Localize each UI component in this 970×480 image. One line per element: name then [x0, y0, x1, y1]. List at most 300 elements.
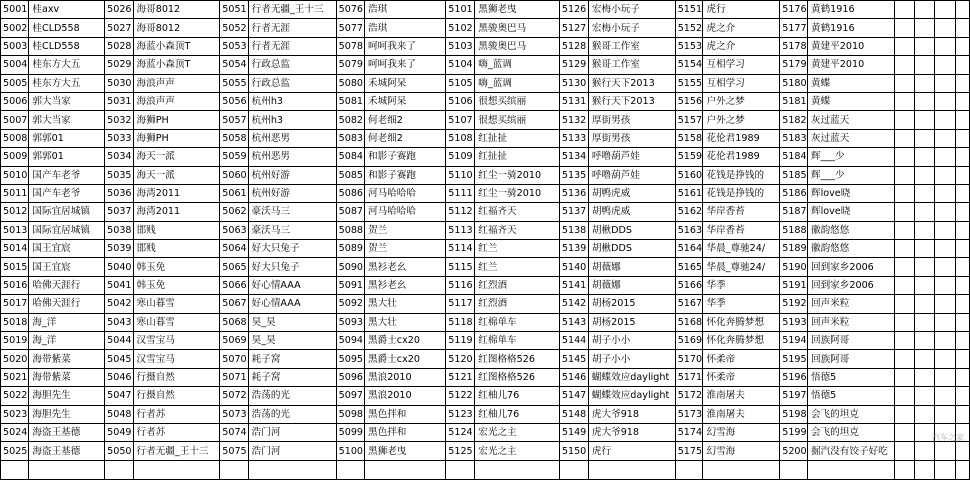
name-cell[interactable]: 蝴蝶效应daylight	[588, 387, 675, 405]
id-cell[interactable]: 5054	[220, 56, 248, 74]
empty-cell[interactable]	[935, 313, 955, 331]
name-cell[interactable]: 行者无涯	[248, 37, 336, 55]
name-cell[interactable]: 好心情AAA	[248, 276, 336, 294]
name-cell[interactable]: 呼噜葫芦娃	[588, 166, 675, 184]
id-cell[interactable]: 5161	[675, 184, 703, 202]
id-cell[interactable]: 5105	[446, 74, 475, 92]
name-cell[interactable]: 海哥8012	[133, 19, 220, 37]
name-cell[interactable]: 互相学习	[703, 74, 780, 92]
id-cell[interactable]: 5007	[1, 111, 29, 129]
name-cell[interactable]: 厚街男孩	[588, 111, 675, 129]
id-cell[interactable]: 5144	[559, 332, 588, 350]
name-cell[interactable]: 辉___少	[808, 148, 895, 166]
id-cell[interactable]: 5146	[559, 368, 588, 386]
name-cell[interactable]: 黑爵士cx20	[365, 350, 446, 368]
name-cell[interactable]: 河马哈哈哈	[365, 203, 446, 221]
id-cell[interactable]: 5179	[780, 56, 808, 74]
name-cell[interactable]: 禾城阿呆	[365, 92, 446, 110]
empty-cell[interactable]	[955, 368, 969, 386]
id-cell[interactable]: 5175	[675, 442, 703, 460]
empty-cell[interactable]	[894, 203, 914, 221]
id-cell[interactable]: 5200	[780, 442, 808, 460]
id-cell[interactable]: 5149	[559, 423, 588, 441]
empty-cell[interactable]	[894, 92, 914, 110]
name-cell[interactable]: 很想买缤丽	[475, 92, 560, 110]
name-cell[interactable]: 红图格格526	[475, 350, 560, 368]
name-cell[interactable]: 杭州好游	[248, 166, 336, 184]
id-cell[interactable]: 5138	[559, 221, 588, 239]
id-cell[interactable]: 5041	[105, 276, 133, 294]
empty-cell[interactable]	[914, 240, 934, 258]
name-cell[interactable]: 杭州恶男	[248, 129, 336, 147]
id-cell[interactable]: 5034	[105, 148, 133, 166]
empty-cell[interactable]	[220, 460, 248, 479]
empty-cell[interactable]	[935, 387, 955, 405]
id-cell[interactable]: 5100	[336, 442, 364, 460]
name-cell[interactable]: 宏光之主	[475, 423, 560, 441]
empty-cell[interactable]	[935, 295, 955, 313]
id-cell[interactable]: 5193	[780, 313, 808, 331]
id-cell[interactable]: 5116	[446, 276, 475, 294]
name-cell[interactable]: 宏光之主	[475, 442, 560, 460]
name-cell[interactable]: 耗子窝	[248, 368, 336, 386]
id-cell[interactable]: 5106	[446, 92, 475, 110]
id-cell[interactable]: 5183	[780, 129, 808, 147]
empty-cell[interactable]	[675, 460, 703, 479]
id-cell[interactable]: 5053	[220, 37, 248, 55]
id-cell[interactable]: 5168	[675, 313, 703, 331]
empty-cell[interactable]	[894, 148, 914, 166]
empty-cell[interactable]	[248, 460, 336, 479]
name-cell[interactable]: 猴哥工作室	[588, 37, 675, 55]
name-cell[interactable]: 华晨_尊驰24/	[703, 240, 780, 258]
id-cell[interactable]: 5180	[780, 74, 808, 92]
empty-cell[interactable]	[894, 74, 914, 92]
name-cell[interactable]: 红扯扯	[475, 148, 560, 166]
empty-cell[interactable]	[955, 313, 969, 331]
id-cell[interactable]: 5147	[559, 387, 588, 405]
empty-cell[interactable]	[935, 74, 955, 92]
id-cell[interactable]: 5080	[336, 74, 364, 92]
id-cell[interactable]: 5078	[336, 37, 364, 55]
id-cell[interactable]: 5057	[220, 111, 248, 129]
id-cell[interactable]: 5111	[446, 184, 475, 202]
name-cell[interactable]: 海胆先生	[29, 405, 105, 423]
id-cell[interactable]: 5030	[105, 74, 133, 92]
name-cell[interactable]: 黑大壮	[365, 313, 446, 331]
name-cell[interactable]: 耗子窝	[248, 350, 336, 368]
id-cell[interactable]: 5159	[675, 148, 703, 166]
name-cell[interactable]: 海湾2011	[133, 184, 220, 202]
name-cell[interactable]: 华晨_尊驰24/	[703, 258, 780, 276]
id-cell[interactable]: 5075	[220, 442, 248, 460]
id-cell[interactable]: 5087	[336, 203, 364, 221]
id-cell[interactable]: 5070	[220, 350, 248, 368]
name-cell[interactable]: 回到家乡2006	[808, 258, 895, 276]
name-cell[interactable]: 海盗王基德	[29, 423, 105, 441]
name-cell[interactable]: 海浪声声	[133, 74, 220, 92]
name-cell[interactable]: 怀柔帝	[703, 368, 780, 386]
id-cell[interactable]: 5187	[780, 203, 808, 221]
id-cell[interactable]: 5006	[1, 92, 29, 110]
empty-cell[interactable]	[336, 460, 364, 479]
name-cell[interactable]: 海蓝小森顶T	[133, 56, 220, 74]
id-cell[interactable]: 5102	[446, 19, 475, 37]
name-cell[interactable]: 虎之介	[703, 19, 780, 37]
id-cell[interactable]: 5040	[105, 258, 133, 276]
name-cell[interactable]: 胡薇娜	[588, 258, 675, 276]
name-cell[interactable]: 胡楸DDS	[588, 240, 675, 258]
id-cell[interactable]: 5121	[446, 368, 475, 386]
id-cell[interactable]: 5022	[1, 387, 29, 405]
name-cell[interactable]: 辉___少	[808, 166, 895, 184]
name-cell[interactable]: 国产车老爷	[29, 184, 105, 202]
empty-cell[interactable]	[955, 1, 969, 19]
name-cell[interactable]: 怀柔帝	[703, 350, 780, 368]
empty-cell[interactable]	[935, 276, 955, 294]
name-cell[interactable]: 好大只兔子	[248, 258, 336, 276]
id-cell[interactable]: 5178	[780, 37, 808, 55]
id-cell[interactable]: 5108	[446, 129, 475, 147]
name-cell[interactable]: 海_洋	[29, 313, 105, 331]
id-cell[interactable]: 5012	[1, 203, 29, 221]
id-cell[interactable]: 5194	[780, 332, 808, 350]
name-cell[interactable]: 海哥8012	[133, 1, 220, 19]
empty-cell[interactable]	[914, 295, 934, 313]
empty-cell[interactable]	[894, 313, 914, 331]
name-cell[interactable]: 哈佛天涯行	[29, 276, 105, 294]
id-cell[interactable]: 5013	[1, 221, 29, 239]
id-cell[interactable]: 5148	[559, 405, 588, 423]
name-cell[interactable]: 桂东方大五	[29, 74, 105, 92]
name-cell[interactable]: 华岸香苔	[703, 221, 780, 239]
empty-cell[interactable]	[955, 240, 969, 258]
id-cell[interactable]: 5025	[1, 442, 29, 460]
empty-cell[interactable]	[935, 148, 955, 166]
empty-cell[interactable]	[894, 221, 914, 239]
name-cell[interactable]: 红兰	[475, 258, 560, 276]
name-cell[interactable]: 浩门河	[248, 423, 336, 441]
id-cell[interactable]: 5047	[105, 387, 133, 405]
name-cell[interactable]: 黑爵士cx20	[365, 332, 446, 350]
name-cell[interactable]: 虎行	[703, 1, 780, 19]
name-cell[interactable]: 行者无疆_王十三	[248, 1, 336, 19]
id-cell[interactable]: 5150	[559, 442, 588, 460]
id-cell[interactable]: 5001	[1, 1, 29, 19]
id-cell[interactable]: 5028	[105, 37, 133, 55]
id-cell[interactable]: 5169	[675, 332, 703, 350]
name-cell[interactable]: 行摄自然	[133, 368, 220, 386]
empty-cell[interactable]	[894, 184, 914, 202]
id-cell[interactable]: 5015	[1, 258, 29, 276]
name-cell[interactable]: 华岸香苔	[703, 203, 780, 221]
id-cell[interactable]: 5160	[675, 166, 703, 184]
name-cell[interactable]: 国王宜宸	[29, 258, 105, 276]
id-cell[interactable]: 5114	[446, 240, 475, 258]
id-cell[interactable]: 5008	[1, 129, 29, 147]
name-cell[interactable]: 桂CLD558	[29, 37, 105, 55]
id-cell[interactable]: 5033	[105, 129, 133, 147]
name-cell[interactable]: 虎大爷918	[588, 423, 675, 441]
empty-cell[interactable]	[955, 460, 969, 479]
id-cell[interactable]: 5083	[336, 129, 364, 147]
id-cell[interactable]: 5065	[220, 258, 248, 276]
empty-cell[interactable]	[894, 332, 914, 350]
id-cell[interactable]: 5199	[780, 423, 808, 441]
id-cell[interactable]: 5125	[446, 442, 475, 460]
id-cell[interactable]: 5020	[1, 350, 29, 368]
name-cell[interactable]: 浩琪	[365, 19, 446, 37]
empty-cell[interactable]	[935, 19, 955, 37]
id-cell[interactable]: 5117	[446, 295, 475, 313]
name-cell[interactable]: 黄建平2010	[808, 56, 895, 74]
empty-cell[interactable]	[914, 56, 934, 74]
id-cell[interactable]: 5165	[675, 258, 703, 276]
id-cell[interactable]: 5145	[559, 350, 588, 368]
name-cell[interactable]: 华季	[703, 276, 780, 294]
id-cell[interactable]: 5171	[675, 368, 703, 386]
name-cell[interactable]: 海天一派	[133, 148, 220, 166]
name-cell[interactable]: 辉love晓	[808, 184, 895, 202]
name-cell[interactable]: 很想买缤丽	[475, 111, 560, 129]
empty-cell[interactable]	[894, 460, 914, 479]
name-cell[interactable]: 贺兰	[365, 240, 446, 258]
empty-cell[interactable]	[955, 74, 969, 92]
empty-cell[interactable]	[588, 460, 675, 479]
id-cell[interactable]: 5099	[336, 423, 364, 441]
id-cell[interactable]: 5132	[559, 111, 588, 129]
empty-cell[interactable]	[780, 460, 808, 479]
id-cell[interactable]: 5123	[446, 405, 475, 423]
id-cell[interactable]: 5166	[675, 276, 703, 294]
name-cell[interactable]: 回族阿哥	[808, 332, 895, 350]
id-cell[interactable]: 5172	[675, 387, 703, 405]
empty-cell[interactable]	[559, 460, 588, 479]
name-cell[interactable]: 和影子赛跑	[365, 166, 446, 184]
name-cell[interactable]: 嗨_蓝调	[475, 74, 560, 92]
id-cell[interactable]: 5036	[105, 184, 133, 202]
name-cell[interactable]: 黄蝶	[808, 92, 895, 110]
empty-cell[interactable]	[133, 460, 220, 479]
name-cell[interactable]: 悟德5	[808, 387, 895, 405]
name-cell[interactable]: 红棉单车	[475, 313, 560, 331]
id-cell[interactable]: 5032	[105, 111, 133, 129]
empty-cell[interactable]	[955, 111, 969, 129]
empty-cell[interactable]	[894, 1, 914, 19]
name-cell[interactable]: 红扯扯	[475, 129, 560, 147]
name-cell[interactable]: 怀化奔腾梦想	[703, 313, 780, 331]
id-cell[interactable]: 5104	[446, 56, 475, 74]
name-cell[interactable]: 黄建平2010	[808, 37, 895, 55]
name-cell[interactable]: 黑色拌和	[365, 423, 446, 441]
id-cell[interactable]: 5076	[336, 1, 364, 19]
name-cell[interactable]: 禾城阿呆	[365, 74, 446, 92]
id-cell[interactable]: 5039	[105, 240, 133, 258]
name-cell[interactable]: 韩玉免	[133, 258, 220, 276]
id-cell[interactable]: 5038	[105, 221, 133, 239]
name-cell[interactable]: 郭大当家	[29, 111, 105, 129]
name-cell[interactable]: 黑衫老幺	[365, 258, 446, 276]
id-cell[interactable]: 5072	[220, 387, 248, 405]
empty-cell[interactable]	[914, 203, 934, 221]
empty-cell[interactable]	[914, 166, 934, 184]
empty-cell[interactable]	[935, 240, 955, 258]
name-cell[interactable]: 韩玉免	[133, 276, 220, 294]
name-cell[interactable]: 呼噜葫芦娃	[588, 148, 675, 166]
name-cell[interactable]: 红福齐天	[475, 203, 560, 221]
name-cell[interactable]: 呵呵我来了	[365, 56, 446, 74]
id-cell[interactable]: 5050	[105, 442, 133, 460]
id-cell[interactable]: 5009	[1, 148, 29, 166]
name-cell[interactable]: 黑骏奥巴马	[475, 37, 560, 55]
empty-cell[interactable]	[894, 240, 914, 258]
name-cell[interactable]: 回到家乡2006	[808, 276, 895, 294]
empty-cell[interactable]	[914, 184, 934, 202]
id-cell[interactable]: 5069	[220, 332, 248, 350]
id-cell[interactable]: 5035	[105, 166, 133, 184]
id-cell[interactable]: 5112	[446, 203, 475, 221]
name-cell[interactable]: 互相学习	[703, 56, 780, 74]
id-cell[interactable]: 5186	[780, 184, 808, 202]
id-cell[interactable]: 5014	[1, 240, 29, 258]
empty-cell[interactable]	[894, 387, 914, 405]
id-cell[interactable]: 5016	[1, 276, 29, 294]
id-cell[interactable]: 5044	[105, 332, 133, 350]
name-cell[interactable]: 行政总监	[248, 56, 336, 74]
id-cell[interactable]: 5063	[220, 221, 248, 239]
empty-cell[interactable]	[935, 166, 955, 184]
id-cell[interactable]: 5081	[336, 92, 364, 110]
id-cell[interactable]: 5037	[105, 203, 133, 221]
id-cell[interactable]: 5156	[675, 92, 703, 110]
name-cell[interactable]: 汉雪宝马	[133, 350, 220, 368]
name-cell[interactable]: 行摄自然	[133, 387, 220, 405]
id-cell[interactable]: 5060	[220, 166, 248, 184]
empty-cell[interactable]	[955, 203, 969, 221]
empty-cell[interactable]	[894, 350, 914, 368]
name-cell[interactable]: 花伦君1989	[703, 129, 780, 147]
id-cell[interactable]: 5133	[559, 129, 588, 147]
empty-cell[interactable]	[1, 460, 29, 479]
id-cell[interactable]: 5181	[780, 92, 808, 110]
empty-cell[interactable]	[914, 276, 934, 294]
id-cell[interactable]: 5042	[105, 295, 133, 313]
empty-cell[interactable]	[955, 387, 969, 405]
name-cell[interactable]: 猴行天下2013	[588, 92, 675, 110]
id-cell[interactable]: 5140	[559, 258, 588, 276]
id-cell[interactable]: 5129	[559, 56, 588, 74]
empty-cell[interactable]	[935, 184, 955, 202]
id-cell[interactable]: 5068	[220, 313, 248, 331]
id-cell[interactable]: 5185	[780, 166, 808, 184]
id-cell[interactable]: 5162	[675, 203, 703, 221]
name-cell[interactable]: 国际宜居城镇	[29, 203, 105, 221]
id-cell[interactable]: 5064	[220, 240, 248, 258]
id-cell[interactable]: 5021	[1, 368, 29, 386]
id-cell[interactable]: 5190	[780, 258, 808, 276]
name-cell[interactable]: 杭州恶男	[248, 148, 336, 166]
id-cell[interactable]: 5170	[675, 350, 703, 368]
name-cell[interactable]: 杭州好游	[248, 184, 336, 202]
id-cell[interactable]: 5045	[105, 350, 133, 368]
empty-cell[interactable]	[894, 423, 914, 441]
empty-cell[interactable]	[914, 332, 934, 350]
empty-cell[interactable]	[446, 460, 475, 479]
name-cell[interactable]: 幻雪海	[703, 442, 780, 460]
empty-cell[interactable]	[894, 405, 914, 423]
name-cell[interactable]: 海狮PH	[133, 129, 220, 147]
id-cell[interactable]: 5089	[336, 240, 364, 258]
name-cell[interactable]: 怀化奔腾梦想	[703, 332, 780, 350]
empty-cell[interactable]	[935, 258, 955, 276]
name-cell[interactable]: 回声米粒	[808, 313, 895, 331]
id-cell[interactable]: 5023	[1, 405, 29, 423]
name-cell[interactable]: 会飞的坦克	[808, 405, 895, 423]
name-cell[interactable]: 灰过蓝天	[808, 111, 895, 129]
id-cell[interactable]: 5029	[105, 56, 133, 74]
name-cell[interactable]: 邯贱	[133, 240, 220, 258]
id-cell[interactable]: 5122	[446, 387, 475, 405]
id-cell[interactable]: 5167	[675, 295, 703, 313]
name-cell[interactable]: 哈佛天涯行	[29, 295, 105, 313]
name-cell[interactable]: 行者无疆_王十三	[133, 442, 220, 460]
empty-cell[interactable]	[935, 203, 955, 221]
id-cell[interactable]: 5056	[220, 92, 248, 110]
empty-cell[interactable]	[955, 405, 969, 423]
id-cell[interactable]: 5128	[559, 37, 588, 55]
name-cell[interactable]: 桂东方大五	[29, 56, 105, 74]
name-cell[interactable]: 海天一派	[133, 166, 220, 184]
empty-cell[interactable]	[105, 460, 133, 479]
name-cell[interactable]: 好大只兔子	[248, 240, 336, 258]
empty-cell[interactable]	[914, 1, 934, 19]
name-cell[interactable]: 海浪声声	[133, 92, 220, 110]
empty-cell[interactable]	[955, 332, 969, 350]
name-cell[interactable]: 红福齐天	[475, 221, 560, 239]
empty-cell[interactable]	[914, 19, 934, 37]
name-cell[interactable]: 黑色拌和	[365, 405, 446, 423]
name-cell[interactable]: 浩荡的光	[248, 387, 336, 405]
name-cell[interactable]: 红兰	[475, 240, 560, 258]
id-cell[interactable]: 5153	[675, 37, 703, 55]
id-cell[interactable]: 5018	[1, 313, 29, 331]
id-cell[interactable]: 5118	[446, 313, 475, 331]
id-cell[interactable]: 5101	[446, 1, 475, 19]
empty-cell[interactable]	[935, 350, 955, 368]
name-cell[interactable]: 豪沃马三	[248, 221, 336, 239]
id-cell[interactable]: 5139	[559, 240, 588, 258]
empty-cell[interactable]	[914, 387, 934, 405]
id-cell[interactable]: 5048	[105, 405, 133, 423]
id-cell[interactable]: 5137	[559, 203, 588, 221]
id-cell[interactable]: 5163	[675, 221, 703, 239]
id-cell[interactable]: 5097	[336, 387, 364, 405]
empty-cell[interactable]	[914, 258, 934, 276]
id-cell[interactable]: 5130	[559, 74, 588, 92]
id-cell[interactable]: 5011	[1, 184, 29, 202]
name-cell[interactable]: 黑浪2010	[365, 368, 446, 386]
empty-cell[interactable]	[935, 37, 955, 55]
name-cell[interactable]: 回族阿哥	[808, 350, 895, 368]
name-cell[interactable]: 虎大爷918	[588, 405, 675, 423]
empty-cell[interactable]	[914, 37, 934, 55]
name-cell[interactable]: 郭郭01	[29, 148, 105, 166]
name-cell[interactable]: 幻雪海	[703, 423, 780, 441]
id-cell[interactable]: 5002	[1, 19, 29, 37]
name-cell[interactable]: 红柚儿76	[475, 387, 560, 405]
id-cell[interactable]: 5095	[336, 350, 364, 368]
id-cell[interactable]: 5188	[780, 221, 808, 239]
